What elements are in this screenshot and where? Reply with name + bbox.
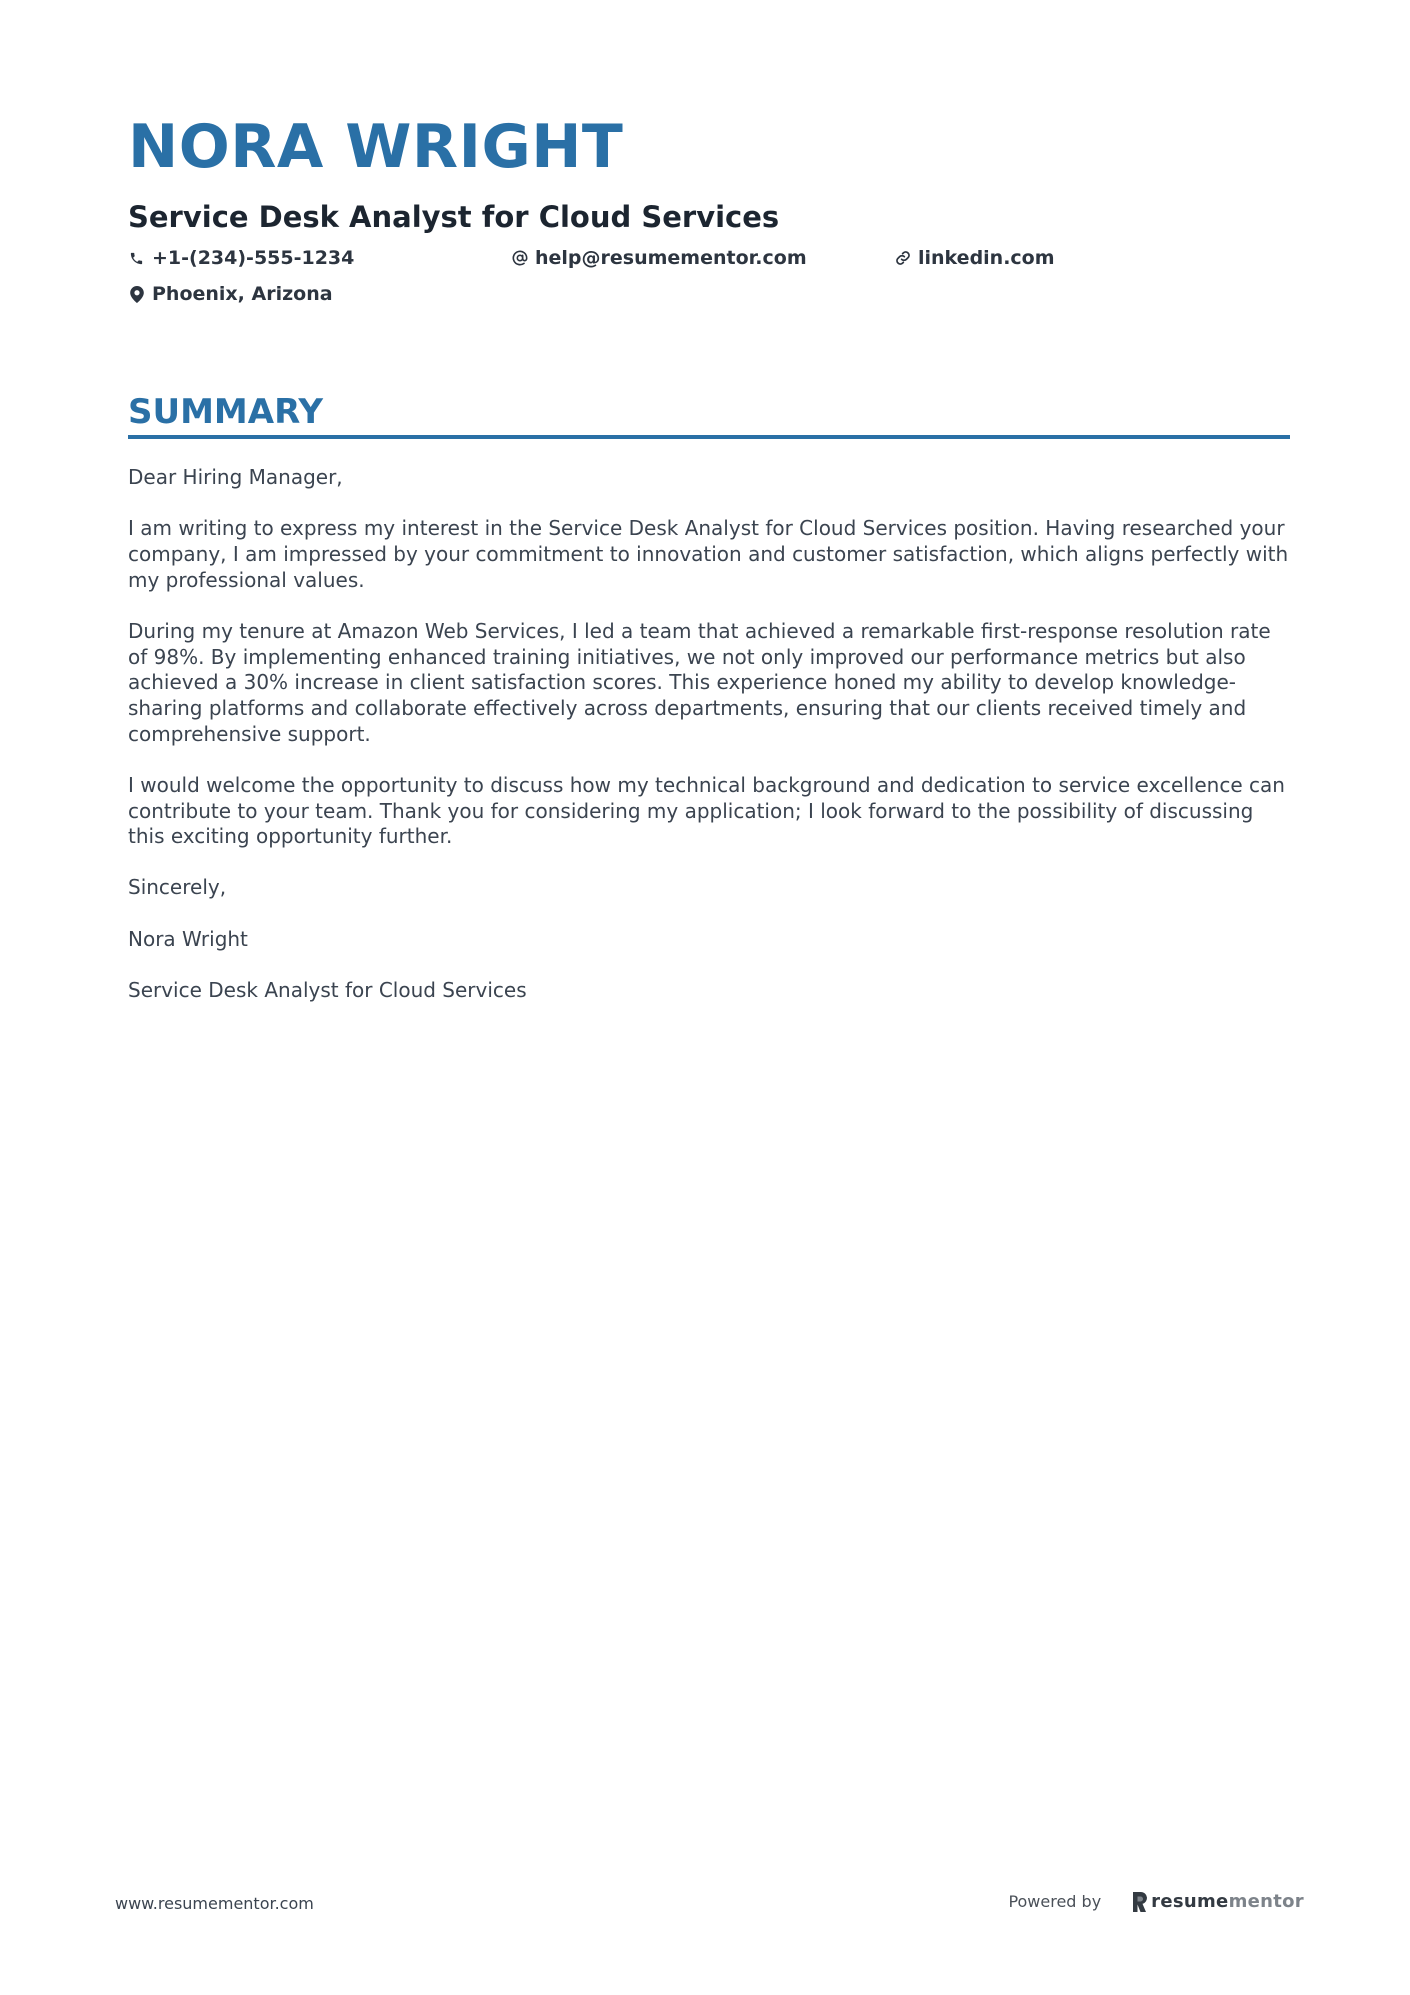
signature-name: Nora Wright xyxy=(128,926,248,951)
letter-paragraph: I would welcome the opportunity to discuss how my technical background and dedication to service excellence can contribute to your team. Thank you for considering my application; I look forward to the possibility of discussing this exciting opportunity further. xyxy=(128,772,1285,849)
section-divider xyxy=(128,435,1290,439)
document-page xyxy=(128,108,1290,1029)
contact-location xyxy=(128,280,511,308)
email-link[interactable]: help@resumementor.com xyxy=(535,247,807,269)
powered-by-label: Powered by xyxy=(1008,1892,1102,1911)
location-text: Phoenix, Arizona xyxy=(152,283,333,305)
at-sign-icon xyxy=(511,250,528,267)
brand-logo[interactable] xyxy=(1131,1891,1304,1912)
letter-greeting: Dear Hiring Manager, xyxy=(128,465,343,489)
map-pin-icon xyxy=(128,286,145,303)
phone-icon xyxy=(128,250,145,267)
signature-title: Service Desk Analyst for Cloud Services xyxy=(128,977,527,1002)
contact-info xyxy=(128,244,1290,308)
candidate-role: Service Desk Analyst for Cloud Services xyxy=(128,200,780,234)
link-icon xyxy=(894,250,911,267)
contact-email[interactable] xyxy=(511,244,894,272)
footer-branding xyxy=(1008,1891,1304,1912)
letter-paragraph: I am writing to express my interest in the Service Desk Analyst for Cloud Services position. Having researched your company, I am impressed by your commitment to innovation and customer satisfaction, which aligns perfectly with my professional values. xyxy=(128,516,1289,592)
footer-website-link[interactable]: www.resumementor.com xyxy=(115,1894,314,1913)
letter-closing: Sincerely, xyxy=(128,875,227,900)
resumementor-logo-icon xyxy=(1131,1892,1147,1912)
cover-letter-body xyxy=(128,465,1290,1004)
phone-text: +1-(234)-555-1234 xyxy=(152,247,355,269)
contact-phone xyxy=(128,244,511,272)
section-title-summary: SUMMARY xyxy=(128,392,324,432)
brand-text-resume: resume xyxy=(1151,1891,1229,1912)
candidate-name: NORA WRIGHT xyxy=(128,112,624,182)
contact-website[interactable] xyxy=(894,244,1277,272)
website-link[interactable]: linkedin.com xyxy=(918,247,1055,269)
brand-text-mentor: mentor xyxy=(1228,1891,1304,1912)
letter-paragraph: During my tenure at Amazon Web Services, I led a team that achieved a remarkable first-response resolution rate of 98%. By implementing enhanced training initiatives, we not only improved our performance metrics but also achieved a 30% increase in client satisfaction scores. This experience honed my ability to develop knowledge-sharing platforms and collaborate effectively across departments, ensuring that our clients received timely and comprehensive support. xyxy=(128,618,1271,746)
